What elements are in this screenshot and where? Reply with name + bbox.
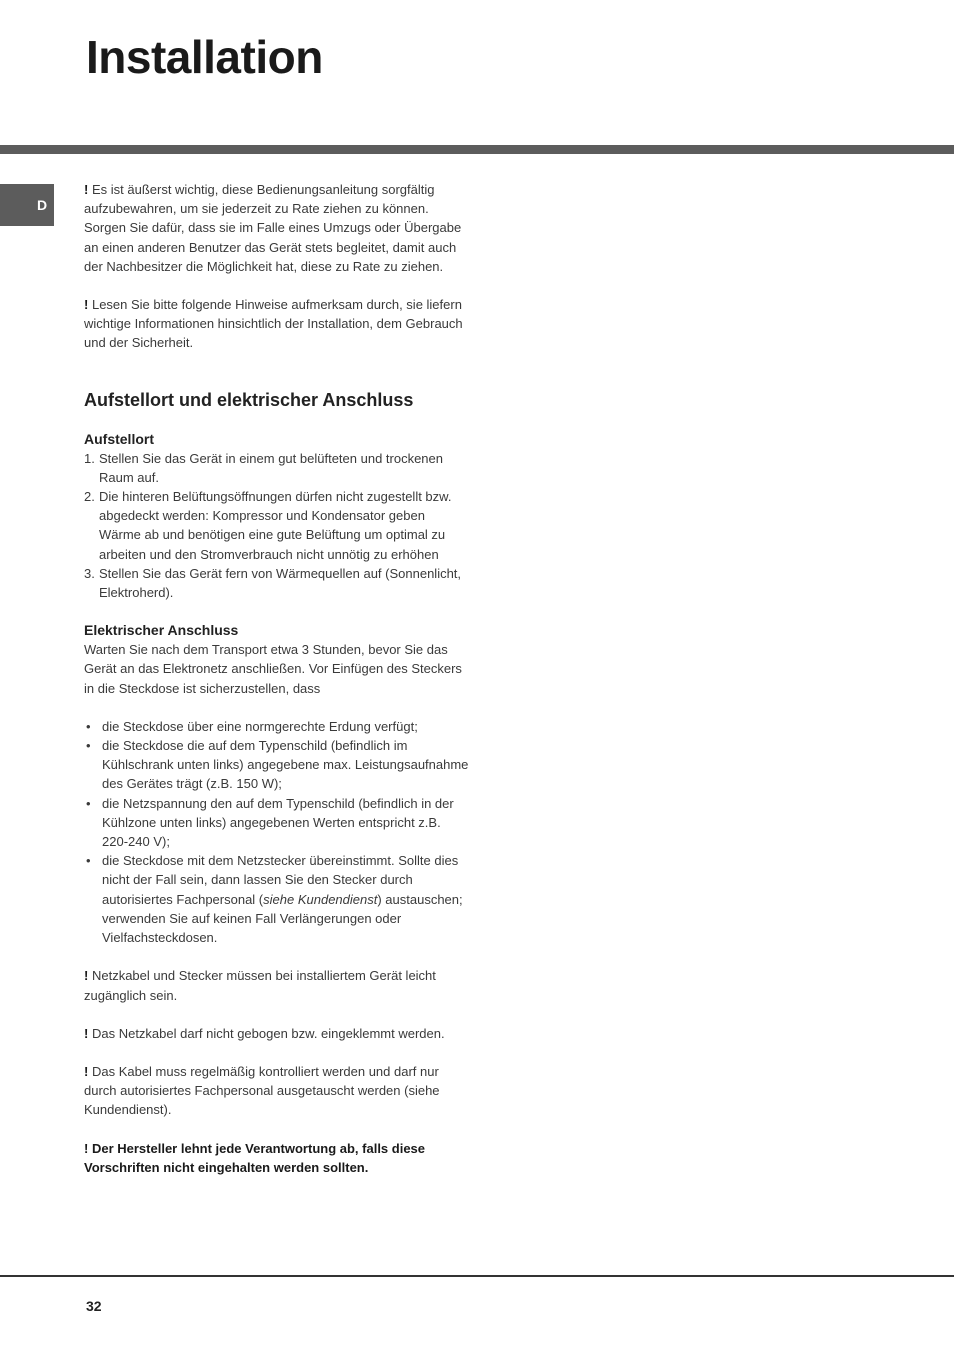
header-divider (0, 145, 954, 154)
warning-2: ! Das Netzkabel darf nicht gebogen bzw. eingeklemmt werden. (84, 1025, 445, 1041)
exclamation-icon: ! (84, 297, 89, 313)
language-tab-label: D (36, 197, 48, 213)
list-item: • die Steckdose über eine normgerechte Erdung verfügt; (86, 718, 418, 734)
footer-divider (0, 1275, 954, 1277)
intro-note-1: ! Es ist äußerst wichtig, diese Bedienungsanleitung sorgfältig aufzubewahren, um sie jederzeit zu Rate ziehen zu können. Sorgen Sie dafür, dass sie im Falle eines Umzugs oder Übergabe an einen anderen Benutzer das Gerät stets begleitet, damit auch der Nachbesitzer die Möglichkeit hat, diese zu Rate zu ziehen. (84, 182, 462, 274)
warning-1: ! Netzkabel und Stecker müssen bei installiertem Gerät leicht zugänglich sein. (84, 968, 436, 1003)
placement-list (84, 449, 469, 603)
placement-heading: Aufstellort (84, 430, 154, 447)
intro-note-2: ! Lesen Sie bitte folgende Hinweise aufmerksam durch, sie liefern wichtige Informationen hinsichtlich der Installation, dem Gebrauch und der Sicherheit. (84, 297, 463, 351)
list-item: • die Steckdose die auf dem Typenschild (befindlich im Kühlschrank unten links) angegebene max. Leistungsaufnahme des Gerätes trägt (z.B. 150 W); (86, 738, 469, 792)
page-number: 32 (86, 1298, 102, 1314)
section-heading: Aufstellort und elektrischer Anschluss (84, 389, 414, 410)
list-item: 1. Stellen Sie das Gerät in einem gut belüfteten und trockenen Raum auf. (84, 450, 443, 485)
electrical-checklist (84, 717, 469, 947)
exclamation-icon: ! (84, 182, 89, 197)
list-item: • die Steckdose mit dem Netzstecker übereinstimmt. Sollte dies nicht der Fall sein, dann lassen Sie den Stecker durch autorisiertes Fachpersonal (siehe Kundendienst) austauschen; verwenden Sie auf keinen Fall Verlängerungen oder Vielfachsteckdosen. (86, 853, 463, 946)
warning-4: ! Der Hersteller lehnt jede Verantwortung ab, falls diese Vorschriften nicht eingehalten werden sollten. (84, 1140, 426, 1175)
list-item: • die Netzspannung den auf dem Typenschild (befindlich in der Kühlzone unten links) angegebenen Werten entspricht z.B. 220-240 V); (86, 795, 454, 850)
language-tab (0, 184, 54, 226)
exclamation-icon: ! (84, 968, 89, 984)
exclamation-icon: ! (84, 1025, 89, 1041)
electrical-heading: Elektrischer Anschluss (84, 622, 239, 639)
list-item: 2. Die hinteren Belüftungsöffnungen dürfen nicht zugestellt bzw. abgedeckt werden: Kompressor und Kondensator geben Wärme ab und benötigen eine gute Belüftung um optimal zu arbeiten und den Stromverbrauch nicht unnötig zu erhöhen (84, 489, 452, 562)
page-title: Installation (86, 31, 323, 83)
main-content (84, 180, 469, 1177)
warning-3: ! Das Kabel muss regelmäßig kontrolliert werden und darf nur durch autorisiertes Fachpersonal ausgetauscht werden (siehe Kundendienst). (84, 1063, 440, 1118)
list-item: 3. Stellen Sie das Gerät fern von Wärmequellen auf (Sonnenlicht, Elektroherd). (84, 565, 462, 601)
service-reference: siehe Kundendienst (263, 891, 378, 907)
electrical-intro: Warten Sie nach dem Transport etwa 3 Stunden, bevor Sie das Gerät an das Elektronetz anschließen. Vor Einfügen des Steckers in die Steckdose ist sicherzustellen, dass (84, 642, 462, 696)
exclamation-icon: ! (84, 1063, 89, 1079)
exclamation-icon: ! (84, 1140, 89, 1156)
